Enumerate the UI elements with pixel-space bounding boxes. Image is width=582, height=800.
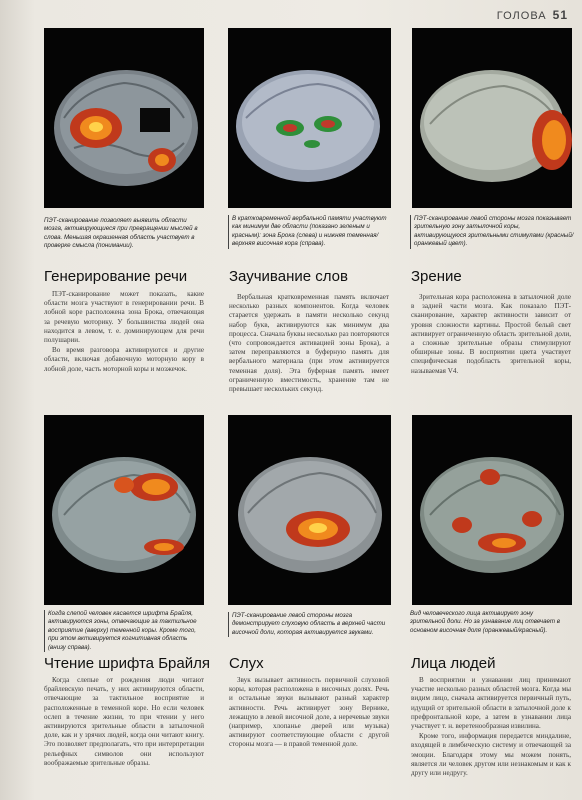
body-speech: [44, 290, 204, 375]
body-paragraph: Вербальная кратковременная память включает несколько разных компонентов. Когда человек старается удержать в памяти несколько секунд набор букв, активируются как минимум два процесса. Сначала буквы несколько раз повторяются (что сопровождается активацией зоны Брока), а затем переправляются в буферную память для вербального материала (при этом активируется теменная доля). Эта буферная память имеет ограниченную вместимость, хранение там не превышает нескольких секунд.: [229, 293, 389, 394]
section-title-faces: Лица людей: [411, 655, 496, 672]
caption-hearing: ПЭТ-сканирование левой стороны мозга демонстрирует слуховую область в верхней части височной доли, которая активируется звуками.: [228, 612, 392, 637]
body-hearing: [229, 676, 389, 798]
pet-scan-memory-image: [228, 28, 391, 208]
caption-braille: Когда слепой человек касается шрифта Брайля, активируются зоны, отвечающие за тактильное восприятие (вверху) теменной коры. Кроме того, при этом активируется когнитивная область (внизу справа).: [44, 610, 206, 652]
section-title-hearing: Слух: [229, 655, 264, 672]
caption-faces: Вид человеческого лица активирует зону зрительной доли. Но за узнавание лиц отвечает в основном височная доля (оранжевый/красный).: [410, 610, 561, 634]
body-paragraph: Когда слепые от рождения люди читают брайлевскую печать, у них активируются области, отвечающие за тактильное восприятие и расположенные в теменной коре. Но если человек ослеп в течение жизни, то при чтении у него активируются зрительные области в затылочной доле, как и у зрячих людей, когда они читают книгу. Это позволяет предполагать, что при интерпретации рельефных символов они используют воображаемые зрительные образы.: [44, 676, 204, 767]
section-title-vision: Зрение: [411, 268, 462, 285]
body-faces: [411, 676, 571, 798]
body-paragraph: Звук вызывает активность первичной слуховой коры, которая расположена в височных долях. Речь и остальные звуки вызывают разный характер активности. Речь активирует зону Вернике, лежащую в левой височной доле, а неречевые звуки (например, хлопанье дверей или музыка) активируют соответствующие области с другой стороны мозга — в правой теменной доле.: [229, 676, 389, 749]
section-title: ГОЛОВА: [496, 10, 547, 22]
section-title-speech: Генерирование речи: [44, 268, 188, 285]
caption-memory: В кратковременной вербальной памяти участвуют как минимум две области (показано зеленым и красным): зона Брока (слева) и нижняя теменная/верхняя височная кора (справа).: [228, 215, 392, 249]
body-paragraph: Зрительная кора расположена в затылочной доле в задней части мозга. Как показало ПЭТ-сканирование, характер активности зависит от уровня сложности картины. Простой белый свет активирует ограниченную область зрительной доли, а сложные зрительные образы стимулируют обширные зоны. В восприятии цвета участвует специфическая подобласть зрительной коры, называемая V4.: [411, 293, 571, 375]
pet-scan-vision-image: [412, 28, 572, 208]
running-header: [497, 8, 568, 22]
caption-speech: ПЭТ-сканирование позволяет выявить области мозга, активирующиеся при превращении мыслей в слова. Меньшая окрашенная область участвует в проверке смысла (понимании).: [44, 217, 198, 250]
body-paragraph: В восприятии и узнавании лиц принимают участие несколько разных областей мозга. Когда мы видим лицо, сначала активируется первичный путь, идущий от зрительной области в затылочной доле к префронтальной коре, а затем в узнавании лица участвует т. н. веретенообразная извилина.: [411, 676, 571, 731]
body-paragraph: Кроме того, информация передается миндалине, входящей в лимбическую систему и отвечающей за эмоции. Благодаря этому мы можем понять, является ли человек другом или незнакомым и как к другу или недругу.: [411, 732, 571, 778]
body-vision: [411, 293, 571, 377]
section-title-memory: Заучивание слов: [229, 268, 348, 285]
body-paragraph: ПЭТ-сканирование может показать, какие области мозга участвуют в генерировании речи. В лобной коре расположена зона Брока, отвечающая за речевую моторику. У большинства людей она находится в левом, т. е. доминирующем для речи полушарии.: [44, 290, 204, 345]
pet-scan-braille-image: [44, 415, 204, 605]
body-memory: [229, 293, 389, 395]
body-paragraph: Во время разговора активируются и другие области, включая добавочную моторную кору в лобной доле, часть моторной коры и мозжечок.: [44, 346, 204, 373]
pet-scan-speech-image: [44, 28, 204, 208]
page-number: 51: [552, 8, 568, 22]
caption-vision: ПЭТ-сканирование левой стороны мозга показывает зрительную зону затылочной коры, активирующуюся зрительными стимулами (красный/оранжевый цвет).: [410, 215, 574, 249]
section-title-braille: Чтение шрифта Брайля: [44, 655, 210, 672]
pet-scan-faces-image: [412, 415, 572, 605]
pet-scan-hearing-image: [228, 415, 391, 605]
body-braille: [44, 676, 204, 798]
